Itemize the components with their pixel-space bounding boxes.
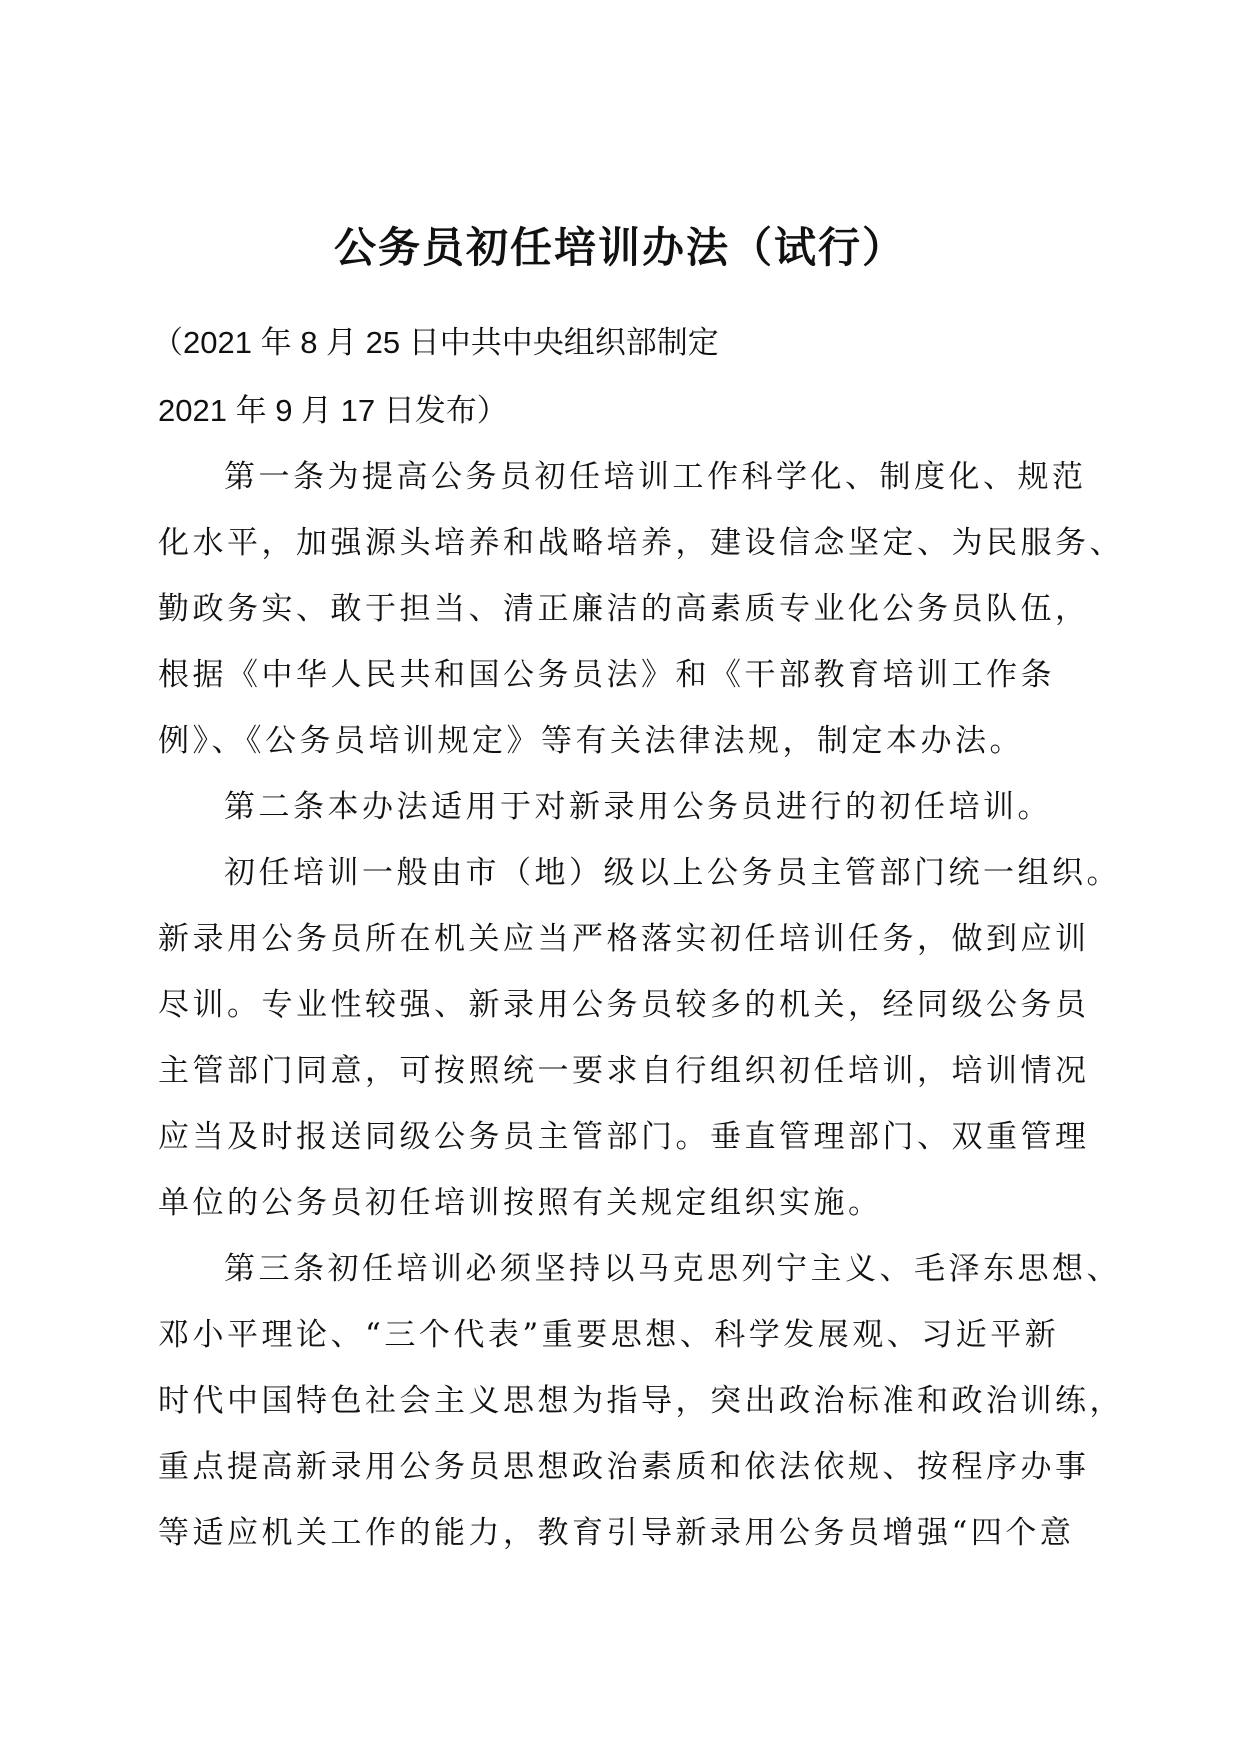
text-line: 重点提高新录用公务员思想政治素质和依法依规、按程序办事 <box>158 1449 1090 1485</box>
issuance-info-line-1: （2021 年 8 月 25 日中共中央组织部制定 <box>152 325 719 360</box>
text-line: 新录用公务员所在机关应当严格落实初任培训任务，做到应训 <box>158 921 1090 957</box>
document-title: 公务员初任培训办法（试行） <box>333 223 906 272</box>
text-line: 时代中国特色社会主义思想为指导，突出政治标准和政治训练， <box>158 1383 1124 1419</box>
text-line: 根据《中华人民共和国公务员法》和《干部教育培训工作条 <box>158 657 1055 693</box>
text-line: 主管部门同意，可按照统一要求自行组织初任培训，培训情况 <box>158 1053 1090 1089</box>
issuance-info-line-2: 2021 年 9 月 17 日发布） <box>158 393 508 428</box>
text-line: 第三条初任培训必须坚持以马克思列宁主义、毛泽东思想、 <box>224 1251 1121 1287</box>
text-line: 初任培训一般由市（地）级以上公务员主管部门统一组织。 <box>224 855 1121 891</box>
text-line: 邓小平理论、“三个代表”重要思想、科学发展观、习近平新 <box>158 1317 1060 1353</box>
text-line: 尽训。专业性较强、新录用公务员较多的机关，经同级公务员 <box>158 987 1090 1023</box>
text-line: 第一条为提高公务员初任培训工作科学化、制度化、规范 <box>224 459 1087 495</box>
text-line: 化水平，加强源头培养和战略培养，建设信念坚定、为民服务、 <box>158 525 1124 561</box>
text-line: 第二条本办法适用于对新录用公务员进行的初任培训。 <box>224 789 1052 825</box>
text-line: 勤政务实、敢于担当、清正廉洁的高素质专业化公务员队伍， <box>158 591 1090 627</box>
text-line: 等适应机关工作的能力，教育引导新录用公务员增强“四个意 <box>158 1515 1075 1551</box>
text-line: 例》、《公务员培训规定》等有关法律法规，制定本办法。 <box>158 723 1024 759</box>
text-line: 应当及时报送同级公务员主管部门。垂直管理部门、双重管理 <box>158 1119 1090 1155</box>
text-line: 单位的公务员初任培训按照有关规定组织实施。 <box>158 1185 883 1221</box>
